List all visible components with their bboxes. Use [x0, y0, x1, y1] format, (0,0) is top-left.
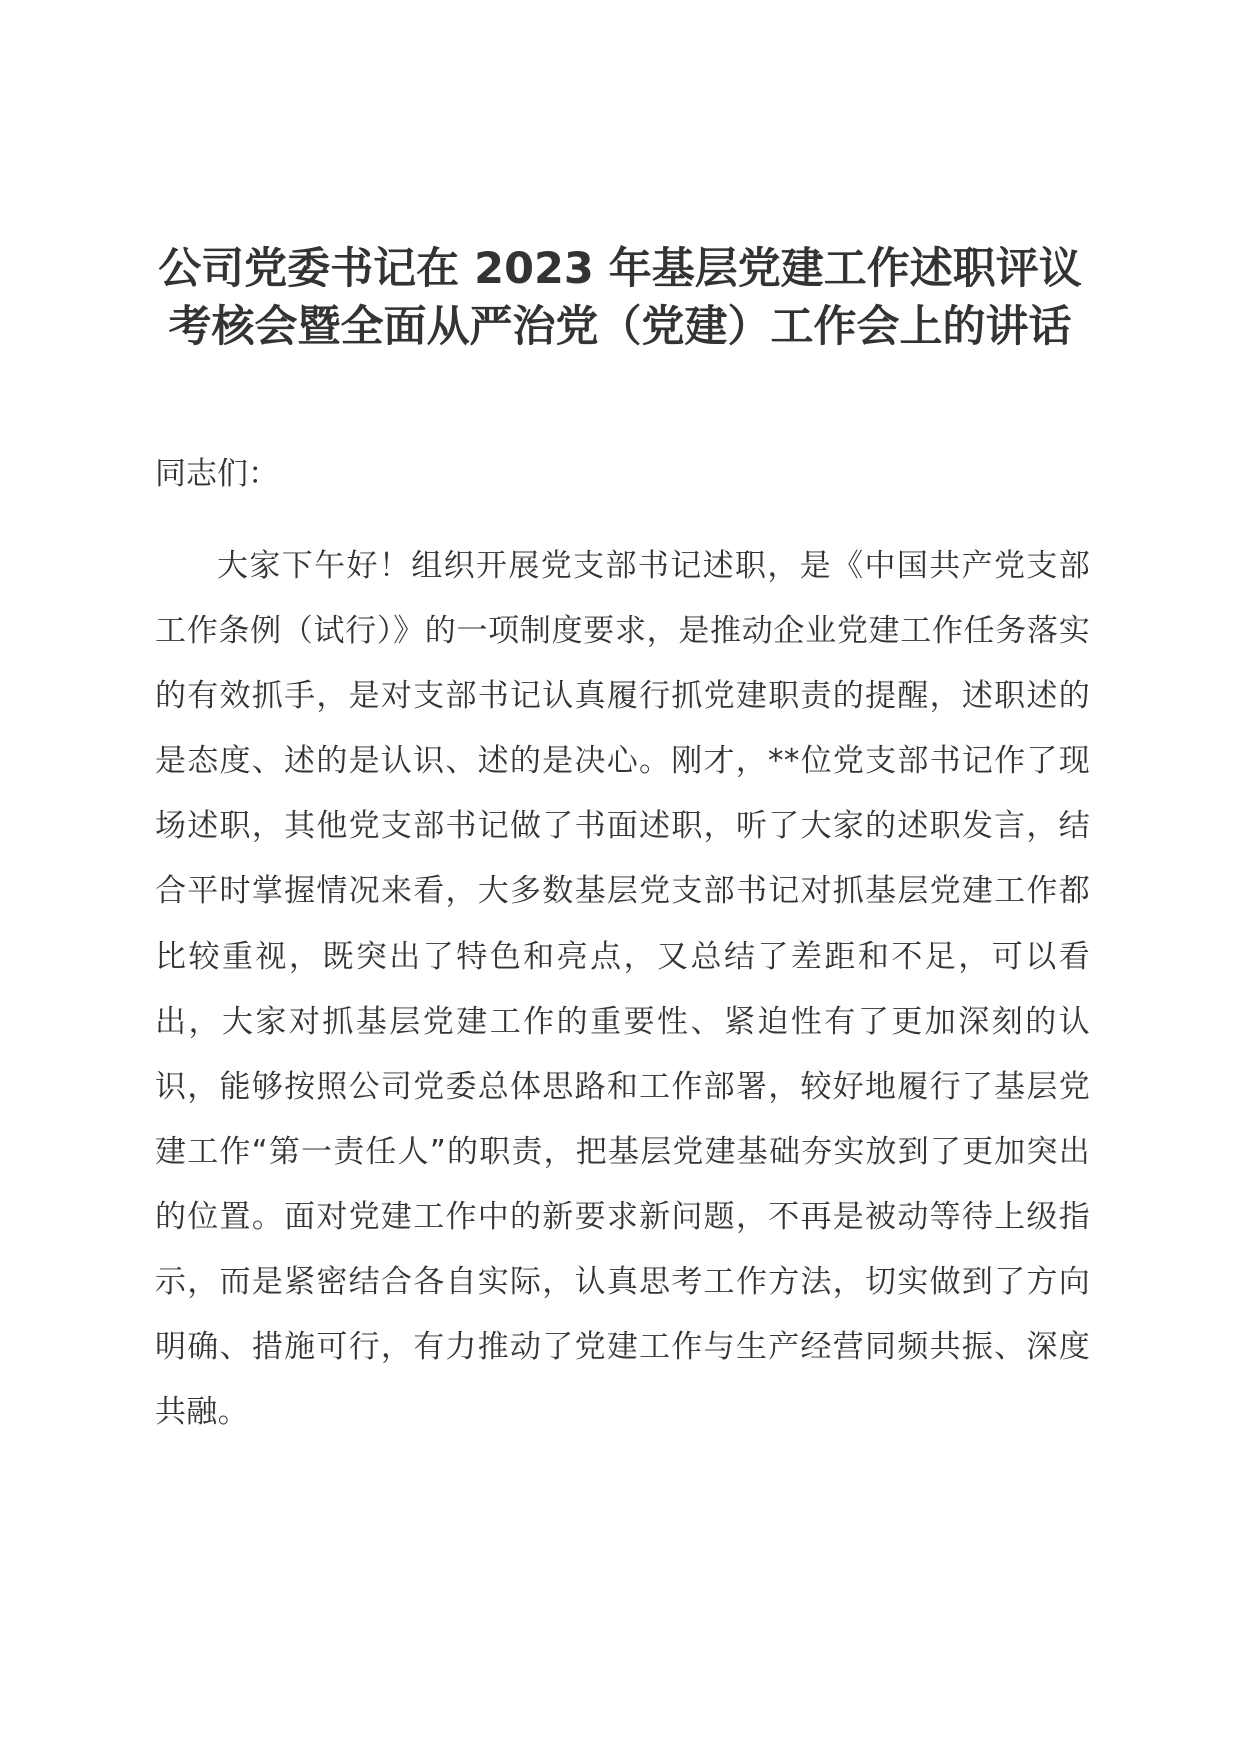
salutation: 同志们：	[155, 456, 279, 492]
body-paragraph: 大家下午好！组织开展党支部书记述职，是《中国共产党支部工作条例（试行）》的一项制度要求，是推动企业党建工作任务落实的有效抓手，是对支部书记认真履行抓党建职责的提醒，述职述的是态度、述的是认识、述的是决心。刚才，**位党支部书记作了现场述职，其他党支部书记做了书面述职，听了大家的述职发言，结合平时掌握情况来看，大多数基层党支部书记对抓基层党建工作都比较重视，既突出了特色和亮点，又总结了差距和不足，可以看出，大家对抓基层党建工作的重要性、紧迫性有了更加深刻的认识，能够按照公司党委总体思路和工作部署，较好地履行了基层党建工作“第一责任人”的职责，把基层党建基础夯实放到了更加突出的位置。面对党建工作中的新要求新问题，不再是被动等待上级指示，而是紧密结合各自实际，认真思考工作方法，切实做到了方向明确、措施可行，有力推动了党建工作与生产经营同频共振、深度共融。	[155, 548, 1090, 1431]
document-title: 公司党委书记在 2023 年基层党建工作述职评议考核会暨全面从严治党（党建）工作会上的讲话	[158, 244, 1082, 352]
